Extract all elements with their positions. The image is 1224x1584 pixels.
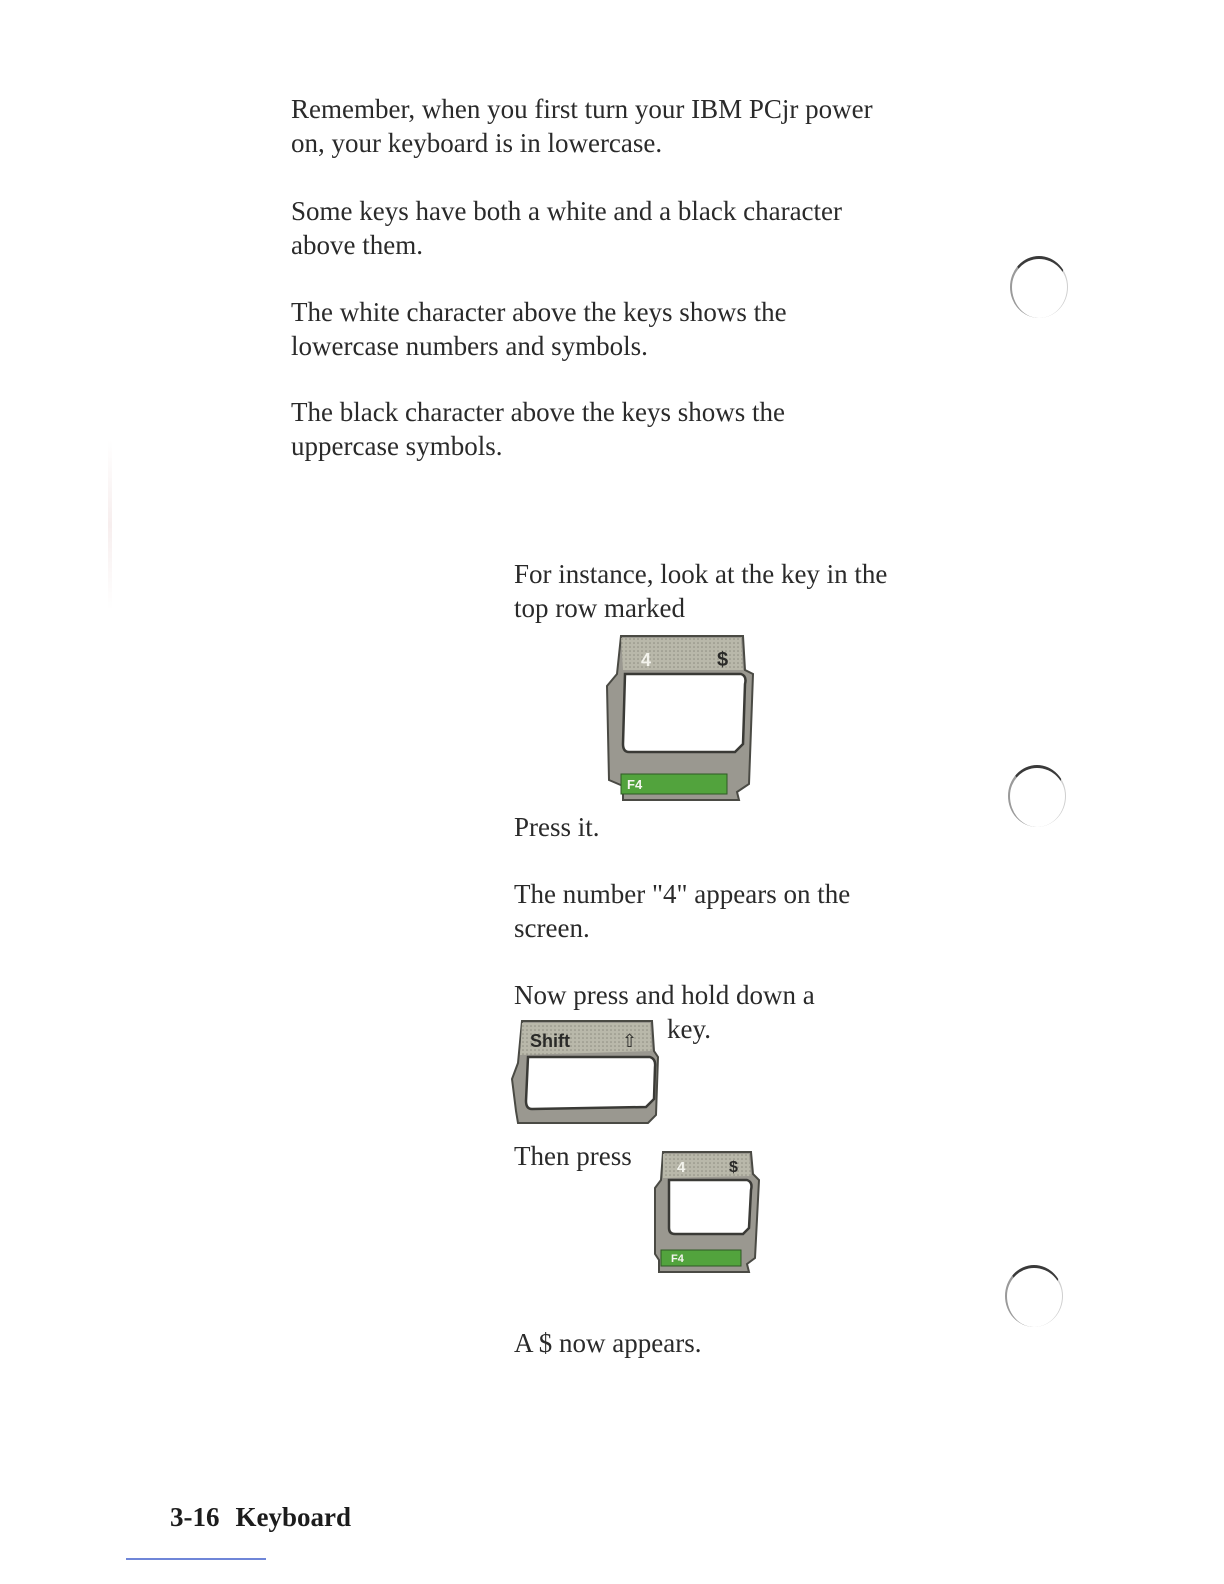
paragraph-white-character: The white character above the keys shows the lowercase numbers and symbols. — [291, 297, 787, 361]
four-dollar-key-illustration — [605, 634, 757, 804]
binder-hole-top — [1010, 256, 1068, 318]
paragraph-two-characters: Some keys have both a white and a black character above them. — [291, 196, 843, 260]
key-lower-label: 4 — [641, 650, 652, 670]
paragraph-for-instance: For instance, look at the key in the top row marked — [514, 559, 888, 623]
key-upper-label: $ — [717, 649, 729, 671]
paragraph-black-character: The black character above the keys shows the uppercase symbols. — [291, 397, 786, 461]
binder-hole-middle — [1008, 765, 1066, 827]
page-footer — [170, 1502, 351, 1533]
small-key-lower-label: 4 — [677, 1159, 686, 1176]
footer-rule — [126, 1558, 266, 1560]
small-four-dollar-key-illustration — [653, 1150, 761, 1274]
shift-key-label: Shift — [530, 1031, 570, 1051]
small-key-upper-label: $ — [729, 1159, 738, 1176]
paragraph-press-it: Press it. — [514, 812, 600, 842]
paragraph-dollar-appears: A $ now appears. — [514, 1328, 702, 1358]
small-key-function-label: F4 — [671, 1253, 684, 1265]
paragraph-number-appears: The number "4" appears on the screen. — [514, 879, 851, 943]
paragraph-press-and-hold: Now press and hold down a — [514, 980, 815, 1010]
section-title: Keyboard — [235, 1502, 352, 1532]
binder-hole-bottom — [1005, 1265, 1063, 1327]
paragraph-key-word: key. — [667, 1014, 711, 1044]
page-number: 3-16 — [170, 1502, 220, 1532]
paragraph-then-press: Then press — [514, 1141, 632, 1171]
page-edge-shading — [108, 440, 112, 610]
paragraph-lowercase-default: Remember, when you first turn your IBM PCjr power on, your keyboard is in lowercase. — [291, 94, 873, 158]
shift-arrow-icon: ⇧ — [622, 1031, 638, 1052]
key-function-label: F4 — [627, 777, 643, 792]
shift-key-illustration — [510, 1017, 662, 1127]
